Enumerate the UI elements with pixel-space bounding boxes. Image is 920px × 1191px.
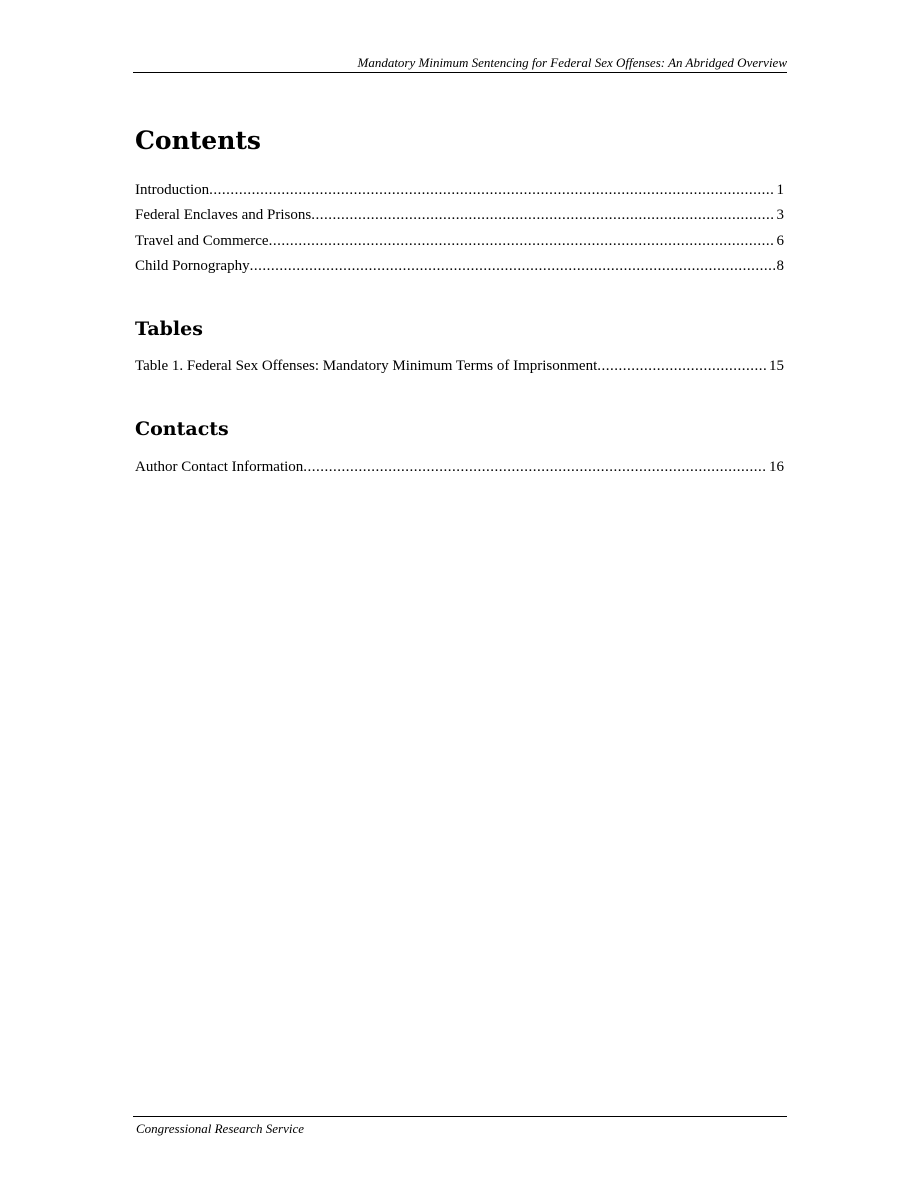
- page-footer: [133, 1116, 787, 1137]
- toc-entry-page: 1: [776, 181, 784, 198]
- contacts-list: [135, 450, 784, 476]
- tables-list: [135, 349, 784, 375]
- toc-leader-dots: [209, 181, 774, 199]
- toc-entry-label: Travel and Commerce: [135, 232, 269, 249]
- toc-leader-dots: [250, 257, 775, 275]
- toc-entry-child-pornography[interactable]: [135, 250, 784, 276]
- toc-entry-page: 6: [776, 232, 784, 249]
- toc-leader-dots: [269, 232, 775, 250]
- toc-entry-table-1[interactable]: [135, 349, 784, 375]
- toc-entry-label: Table 1. Federal Sex Offenses: Mandatory Minimum Terms of Imprisonment: [135, 357, 598, 374]
- running-header: [133, 55, 787, 73]
- toc-entry-introduction[interactable]: [135, 173, 784, 199]
- toc-entry-label: Federal Enclaves and Prisons: [135, 207, 312, 224]
- toc-entry-page: 3: [776, 207, 784, 224]
- toc-entry-label: Child Pornography: [135, 258, 250, 275]
- toc-entry-travel-commerce[interactable]: [135, 224, 784, 250]
- footer-text: Congressional Research Service: [136, 1121, 304, 1136]
- toc-leader-dots: [311, 206, 774, 224]
- running-header-title: Mandatory Minimum Sentencing for Federal Sex Offenses: An Abridged Overview: [357, 55, 787, 70]
- toc-leader-dots: [597, 357, 767, 375]
- toc-entry-author-contact[interactable]: [135, 450, 784, 476]
- toc-entry-label: Introduction: [135, 181, 210, 198]
- toc-entry-page: 16: [769, 458, 784, 475]
- toc-entry-federal-enclaves[interactable]: [135, 199, 784, 225]
- toc-entry-page: 15: [769, 357, 784, 374]
- contacts-heading: Contacts: [135, 418, 229, 440]
- tables-heading: Tables: [135, 318, 203, 340]
- toc-leader-dots: [303, 458, 767, 476]
- toc-entry-label: Author Contact Information: [135, 458, 304, 475]
- contents-heading: Contents: [135, 126, 262, 155]
- toc-entry-page: 8: [776, 258, 784, 275]
- contents-list: [135, 173, 784, 275]
